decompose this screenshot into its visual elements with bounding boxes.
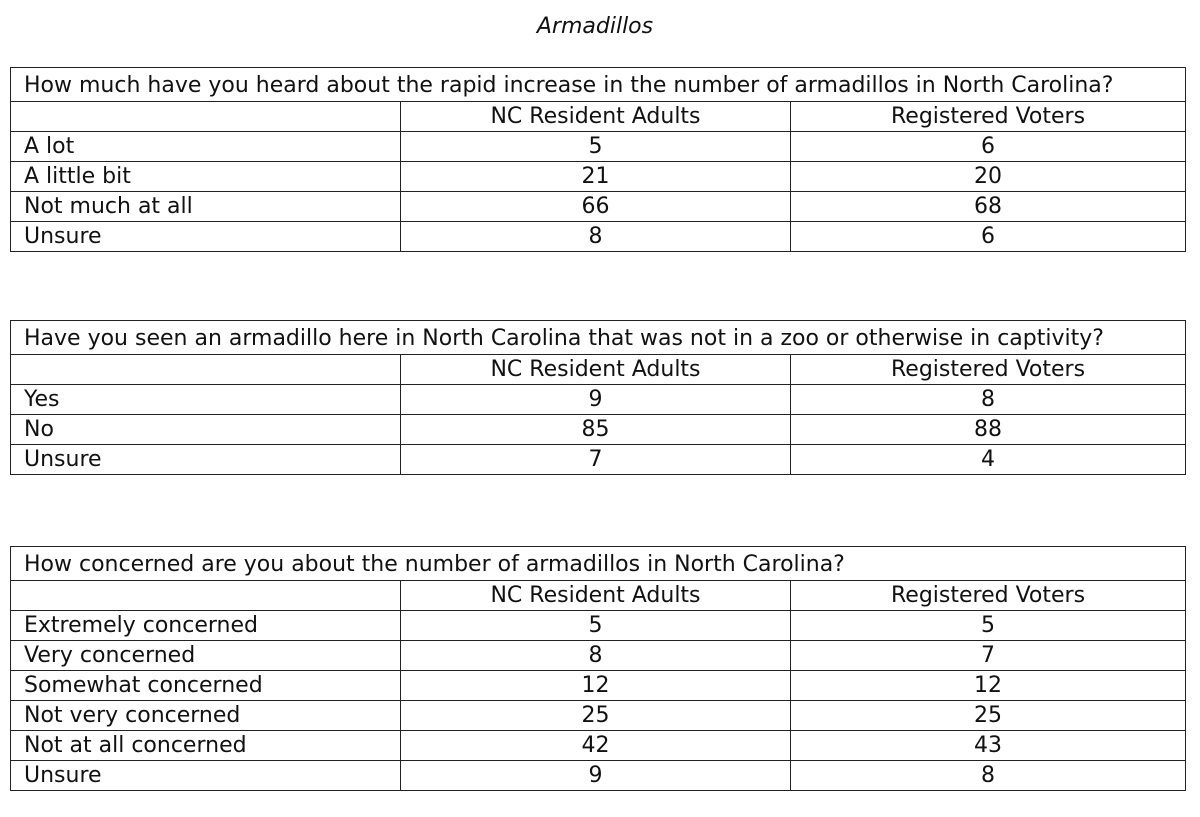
row-label: Not much at all [11, 192, 401, 222]
adults-value: 8 [401, 641, 791, 671]
adults-value: 5 [401, 132, 791, 162]
row-label: Unsure [11, 761, 401, 791]
column-header-blank [11, 355, 401, 385]
adults-value: 85 [401, 415, 791, 445]
column-header-row [11, 581, 1186, 611]
column-header-voters: Registered Voters [791, 581, 1186, 611]
voters-value: 6 [791, 132, 1186, 162]
table-row [11, 641, 1186, 671]
adults-value: 25 [401, 701, 791, 731]
row-label: Not very concerned [11, 701, 401, 731]
question-text: How concerned are you about the number of armadillos in North Carolina? [11, 547, 1186, 581]
column-header-adults: NC Resident Adults [401, 102, 791, 132]
row-label: A little bit [11, 162, 401, 192]
voters-value: 88 [791, 415, 1186, 445]
row-label: A lot [11, 132, 401, 162]
row-label: No [11, 415, 401, 445]
row-label: Yes [11, 385, 401, 415]
column-header-blank [11, 581, 401, 611]
voters-value: 4 [791, 445, 1186, 475]
table-row [11, 415, 1186, 445]
adults-value: 12 [401, 671, 791, 701]
column-header-blank [11, 102, 401, 132]
table-row [11, 132, 1186, 162]
voters-value: 12 [791, 671, 1186, 701]
adults-value: 7 [401, 445, 791, 475]
voters-value: 7 [791, 641, 1186, 671]
adults-value: 66 [401, 192, 791, 222]
row-label: Somewhat concerned [11, 671, 401, 701]
poll-table-concern-level [10, 546, 1186, 791]
table-row [11, 731, 1186, 761]
table-row [11, 701, 1186, 731]
voters-value: 8 [791, 761, 1186, 791]
question-text: Have you seen an armadillo here in North Carolina that was not in a zoo or otherwise in captivity? [11, 321, 1186, 355]
question-row [11, 68, 1186, 102]
row-label: Very concerned [11, 641, 401, 671]
row-label: Unsure [11, 222, 401, 252]
voters-value: 25 [791, 701, 1186, 731]
column-header-row [11, 102, 1186, 132]
table-row [11, 611, 1186, 641]
question-row [11, 547, 1186, 581]
question-text: How much have you heard about the rapid increase in the number of armadillos in North Carolina? [11, 68, 1186, 102]
voters-value: 8 [791, 385, 1186, 415]
adults-value: 5 [401, 611, 791, 641]
column-header-voters: Registered Voters [791, 102, 1186, 132]
voters-value: 43 [791, 731, 1186, 761]
column-header-voters: Registered Voters [791, 355, 1186, 385]
column-header-row [11, 355, 1186, 385]
poll-table-seen-armadillo [10, 320, 1186, 475]
column-header-adults: NC Resident Adults [401, 581, 791, 611]
voters-value: 6 [791, 222, 1186, 252]
row-label: Unsure [11, 445, 401, 475]
table-row [11, 222, 1186, 252]
adults-value: 8 [401, 222, 791, 252]
table-row [11, 445, 1186, 475]
adults-value: 9 [401, 385, 791, 415]
voters-value: 5 [791, 611, 1186, 641]
row-label: Not at all concerned [11, 731, 401, 761]
table-row [11, 192, 1186, 222]
question-row [11, 321, 1186, 355]
table-row [11, 385, 1186, 415]
voters-value: 68 [791, 192, 1186, 222]
page-title: Armadillos [536, 14, 654, 39]
voters-value: 20 [791, 162, 1186, 192]
poll-table-heard-about-increase [10, 67, 1186, 252]
table-row [11, 761, 1186, 791]
table-row [11, 162, 1186, 192]
adults-value: 9 [401, 761, 791, 791]
adults-value: 42 [401, 731, 791, 761]
row-label: Extremely concerned [11, 611, 401, 641]
table-row [11, 671, 1186, 701]
adults-value: 21 [401, 162, 791, 192]
column-header-adults: NC Resident Adults [401, 355, 791, 385]
